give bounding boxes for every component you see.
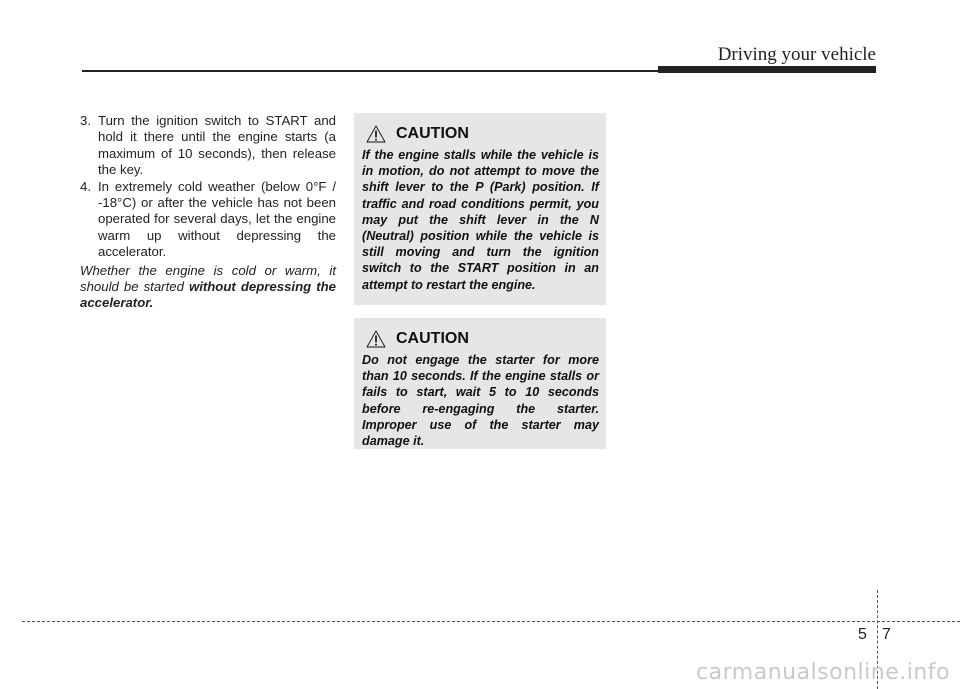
footer-divider — [22, 621, 960, 622]
note-text: Whether the engine is cold or warm, it should be started — [80, 262, 336, 295]
caution-title: CAUTION — [396, 330, 469, 347]
caution-title: CAUTION — [396, 125, 469, 142]
step-number: 3. — [80, 113, 91, 128]
watermark-text: carmanualsonline.info — [696, 660, 950, 685]
warning-triangle-icon — [366, 330, 386, 348]
caution-header — [362, 328, 599, 350]
page-number: 7 — [882, 626, 891, 643]
caution-header — [362, 123, 599, 145]
step-number: 4. — [80, 178, 91, 194]
section-number: 5 — [858, 626, 867, 643]
step-text: In extremely cold weather (below 0°F / -18°C) or after the vehicle has not been operated for several days, let the engine warm up without depressing the accelerator. — [98, 178, 336, 260]
header-title: Driving your vehicle — [717, 44, 876, 65]
instructions-column — [80, 113, 336, 312]
header-rule-thin — [82, 70, 662, 72]
step-3 — [80, 113, 336, 179]
note-emphasis: without depressing the accelerator. — [80, 279, 336, 311]
cold-warm-note — [80, 263, 336, 312]
header-rule-thick — [658, 66, 876, 73]
caution-box-stall — [354, 113, 606, 305]
warning-triangle-icon — [366, 125, 386, 143]
step-text: Turn the ignition switch to START and hold it there until the engine starts (a maximum of 10 seconds), then release the key. — [98, 113, 336, 178]
caution-text: Do not engage the starter for more than 10 seconds. If the engine stalls or fails to start, wait 5 to 10 seconds before re-engaging the starter. Improper use of the starter may damage it. — [362, 353, 599, 449]
caution-box-starter — [354, 318, 606, 449]
step-4 — [80, 179, 336, 261]
caution-text: If the engine stalls while the vehicle is in motion, do not attempt to move the shift lever to the P (Park) position. If traffic and road conditions permit, you may put the shift lever in the N (Neutral) position while the vehicle is still moving and turn the ignition switch to the START position in an attempt to restart the engine. — [362, 148, 599, 292]
